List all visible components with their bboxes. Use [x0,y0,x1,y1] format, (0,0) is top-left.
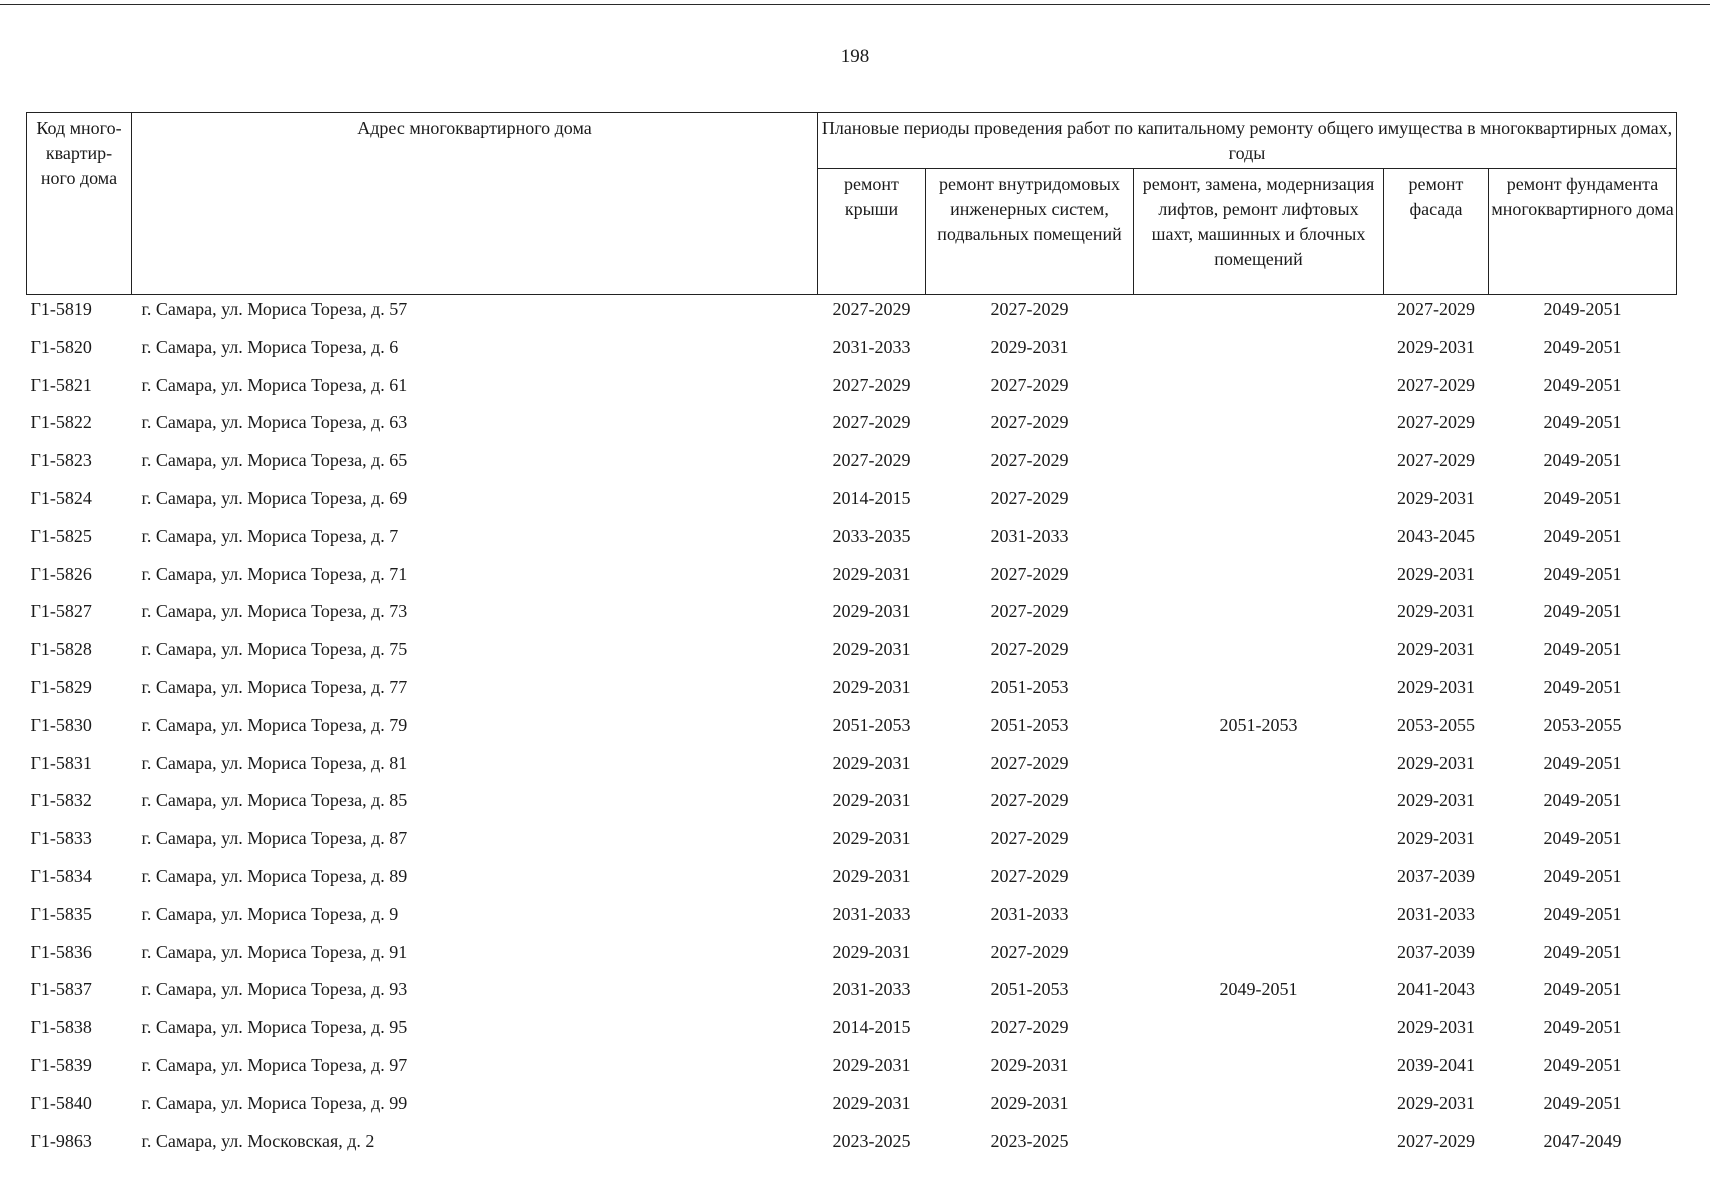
cell-engineering: 2031-2033 [990,525,1069,546]
table-row [27,1127,1677,1165]
cell-code: Г1-5825 [30,525,92,546]
table-row [27,597,1677,635]
cell-facade: 2029-2031 [1397,1092,1475,1113]
cell-elevator [1134,749,1384,787]
cell-roof: 2027-2029 [832,299,911,319]
cell-engineering: 2027-2029 [990,487,1069,508]
cell-code: Г1-5838 [30,1017,92,1038]
cell-roof: 2029-2031 [832,828,911,849]
cell-engineering: 2027-2029 [990,752,1069,773]
cell-foundation: 2049-2051 [1543,865,1622,886]
cell-address: г. Самара, ул. Мориса Тореза, д. 87 [141,828,408,849]
cell-facade: 2027-2029 [1397,299,1475,319]
cell-address: г. Самара, ул. Мориса Тореза, д. 93 [141,979,408,1000]
cell-foundation: 2049-2051 [1543,299,1622,319]
page-number: 198 [840,46,870,67]
cell-facade: 2029-2031 [1397,752,1475,773]
header-periods: Плановые периоды проведения работ по капитальному ремонту общего имущества в многоквартирных домах, годы [818,113,1677,169]
cell-address: г. Самара, ул. Мориса Тореза, д. 77 [141,676,408,697]
cell-foundation: 2049-2051 [1543,979,1622,1000]
cell-code: Г1-5830 [30,714,92,735]
cell-address: г. Самара, ул. Мориса Тореза, д. 85 [141,790,408,811]
cell-foundation: 2053-2055 [1543,714,1622,735]
cell-roof: 2031-2033 [832,979,911,1000]
cell-engineering: 2051-2053 [990,714,1069,735]
cell-address: г. Самара, ул. Мориса Тореза, д. 95 [141,1017,408,1038]
cell-facade: 2027-2029 [1397,374,1475,395]
table-row [27,371,1677,409]
cell-code: Г1-5824 [30,487,92,508]
table-row [27,1051,1677,1089]
cell-code: Г1-5819 [30,299,92,319]
top-border-line [0,4,1710,5]
cell-code: Г1-5832 [30,790,92,811]
cell-address: г. Самара, ул. Московская, д. 2 [141,1130,375,1151]
cell-elevator [1134,862,1384,900]
cell-foundation: 2049-2051 [1543,374,1622,395]
cell-elevator [1134,1127,1384,1165]
cell-code: Г1-5822 [30,412,92,433]
cell-code: Г1-5821 [30,374,92,395]
table-row [27,295,1677,333]
cell-code: Г1-5826 [30,563,92,584]
cell-facade: 2053-2055 [1397,714,1475,735]
table-row [27,824,1677,862]
cell-engineering: 2051-2053 [990,979,1069,1000]
table-row [27,635,1677,673]
table-row [27,975,1677,1013]
cell-facade: 2039-2041 [1397,1054,1475,1075]
table-row [27,522,1677,560]
table-row [27,1089,1677,1127]
cell-foundation: 2049-2051 [1543,941,1622,962]
cell-elevator [1134,1089,1384,1127]
cell-engineering: 2029-2031 [990,1092,1069,1113]
cell-address: г. Самара, ул. Мориса Тореза, д. 6 [141,336,399,357]
cell-address: г. Самара, ул. Мориса Тореза, д. 65 [141,450,408,471]
cell-elevator [1134,371,1384,409]
cell-address: г. Самара, ул. Мориса Тореза, д. 75 [141,639,408,660]
table-row [27,711,1677,749]
cell-code: Г1-5837 [30,979,92,1000]
cell-roof: 2014-2015 [832,487,911,508]
cell-address: г. Самара, ул. Мориса Тореза, д. 79 [141,714,408,735]
cell-foundation: 2049-2051 [1543,1092,1622,1113]
cell-engineering: 2051-2053 [990,676,1069,697]
cell-facade: 2029-2031 [1397,639,1475,660]
cell-foundation: 2049-2051 [1543,487,1622,508]
table-row [27,560,1677,598]
cell-foundation: 2049-2051 [1543,1054,1622,1075]
cell-elevator [1134,1051,1384,1089]
table-row [27,900,1677,938]
cell-roof: 2027-2029 [832,450,911,471]
cell-elevator [1134,597,1384,635]
cell-roof: 2031-2033 [832,903,911,924]
cell-roof: 2023-2025 [832,1130,911,1151]
cell-foundation: 2049-2051 [1543,676,1622,697]
cell-engineering: 2027-2029 [990,828,1069,849]
cell-foundation: 2049-2051 [1543,450,1622,471]
cell-facade: 2037-2039 [1397,941,1475,962]
table-header [27,113,1677,295]
cell-address: г. Самара, ул. Мориса Тореза, д. 89 [141,865,408,886]
cell-engineering: 2027-2029 [990,601,1069,622]
cell-engineering: 2027-2029 [990,374,1069,395]
cell-code: Г1-5828 [30,639,92,660]
cell-address: г. Самара, ул. Мориса Тореза, д. 57 [141,299,408,319]
cell-engineering: 2027-2029 [990,450,1069,471]
cell-foundation: 2049-2051 [1543,790,1622,811]
cell-foundation: 2049-2051 [1543,903,1622,924]
cell-code: Г1-5831 [30,752,92,773]
cell-elevator: 2049-2051 [1219,979,1298,1000]
cell-address: г. Самара, ул. Мориса Тореза, д. 61 [141,374,408,395]
cell-code: Г1-9863 [30,1130,92,1151]
cell-roof: 2014-2015 [832,1017,911,1038]
cell-code: Г1-5829 [30,676,92,697]
table-row [27,484,1677,522]
cell-address: г. Самара, ул. Мориса Тореза, д. 69 [141,487,408,508]
cell-elevator [1134,484,1384,522]
cell-engineering: 2027-2029 [990,1017,1069,1038]
cell-facade: 2029-2031 [1397,563,1475,584]
cell-address: г. Самара, ул. Мориса Тореза, д. 9 [141,903,399,924]
cell-foundation: 2049-2051 [1543,525,1622,546]
cell-engineering: 2029-2031 [990,336,1069,357]
cell-roof: 2033-2035 [832,525,911,546]
cell-foundation: 2049-2051 [1543,828,1622,849]
cell-code: Г1-5823 [30,450,92,471]
cell-address: г. Самара, ул. Мориса Тореза, д. 97 [141,1054,408,1075]
table-row [27,786,1677,824]
cell-facade: 2037-2039 [1397,865,1475,886]
cell-engineering: 2029-2031 [990,1054,1069,1075]
cell-roof: 2051-2053 [832,714,911,735]
cell-roof: 2029-2031 [832,1092,911,1113]
cell-roof: 2029-2031 [832,790,911,811]
header-engineering: ремонт внутридомовых инженерных систем, подвальных помещений [926,169,1134,295]
cell-code: Г1-5836 [30,941,92,962]
cell-facade: 2027-2029 [1397,1130,1475,1151]
cell-elevator [1134,635,1384,673]
header-address: Адрес многоквартирного дома [132,113,818,295]
cell-code: Г1-5827 [30,601,92,622]
cell-elevator [1134,522,1384,560]
cell-roof: 2029-2031 [832,865,911,886]
cell-code: Г1-5840 [30,1092,92,1113]
table-row [27,673,1677,711]
cell-facade: 2027-2029 [1397,450,1475,471]
cell-elevator [1134,295,1384,333]
header-roof: ремонт крыши [818,169,926,295]
cell-foundation: 2049-2051 [1543,563,1622,584]
cell-roof: 2027-2029 [832,412,911,433]
table-row [27,749,1677,787]
cell-engineering: 2027-2029 [990,563,1069,584]
cell-roof: 2029-2031 [832,563,911,584]
table-body [27,295,1677,1165]
cell-roof: 2029-2031 [832,601,911,622]
cell-address: г. Самара, ул. Мориса Тореза, д. 99 [141,1092,408,1113]
header-elevator: ремонт, замена, модернизация лифтов, ремонт лифтовых шахт, машинных и блочных помещений [1134,169,1384,295]
table-row [27,862,1677,900]
cell-elevator [1134,673,1384,711]
cell-elevator [1134,408,1384,446]
cell-facade: 2029-2031 [1397,336,1475,357]
cell-foundation: 2047-2049 [1543,1130,1622,1151]
cell-facade: 2043-2045 [1397,525,1475,546]
cell-elevator: 2051-2053 [1219,714,1298,735]
cell-code: Г1-5833 [30,828,92,849]
cell-facade: 2029-2031 [1397,487,1475,508]
cell-facade: 2029-2031 [1397,1017,1475,1038]
cell-facade: 2031-2033 [1397,903,1475,924]
cell-engineering: 2027-2029 [990,639,1069,660]
cell-roof: 2029-2031 [832,639,911,660]
cell-code: Г1-5834 [30,865,92,886]
table-row [27,333,1677,371]
cell-engineering: 2027-2029 [990,412,1069,433]
cell-foundation: 2049-2051 [1543,412,1622,433]
header-facade: ремонт фасада [1384,169,1489,295]
cell-engineering: 2027-2029 [990,941,1069,962]
header-foundation: ремонт фундамента многоквартирного дома [1489,169,1677,295]
cell-roof: 2029-2031 [832,1054,911,1075]
cell-facade: 2041-2043 [1397,979,1475,1000]
capital-repair-table [26,112,1677,1164]
cell-roof: 2027-2029 [832,374,911,395]
cell-roof: 2029-2031 [832,941,911,962]
cell-elevator [1134,1013,1384,1051]
cell-elevator [1134,333,1384,371]
header-code: Код много-квартир-ного дома [27,113,132,295]
cell-elevator [1134,560,1384,598]
cell-elevator [1134,446,1384,484]
cell-address: г. Самара, ул. Мориса Тореза, д. 71 [141,563,408,584]
cell-address: г. Самара, ул. Мориса Тореза, д. 63 [141,412,408,433]
cell-elevator [1134,786,1384,824]
cell-address: г. Самара, ул. Мориса Тореза, д. 73 [141,601,408,622]
cell-code: Г1-5835 [30,903,92,924]
cell-facade: 2029-2031 [1397,676,1475,697]
cell-elevator [1134,900,1384,938]
cell-facade: 2029-2031 [1397,828,1475,849]
cell-engineering: 2027-2029 [990,790,1069,811]
cell-foundation: 2049-2051 [1543,752,1622,773]
table-row [27,938,1677,976]
cell-facade: 2029-2031 [1397,790,1475,811]
cell-code: Г1-5839 [30,1054,92,1075]
cell-roof: 2029-2031 [832,676,911,697]
cell-foundation: 2049-2051 [1543,639,1622,660]
cell-foundation: 2049-2051 [1543,1017,1622,1038]
cell-roof: 2029-2031 [832,752,911,773]
cell-engineering: 2023-2025 [990,1130,1069,1151]
cell-code: Г1-5820 [30,336,92,357]
cell-foundation: 2049-2051 [1543,336,1622,357]
cell-foundation: 2049-2051 [1543,601,1622,622]
cell-address: г. Самара, ул. Мориса Тореза, д. 7 [141,525,399,546]
cell-elevator [1134,824,1384,862]
table-row [27,408,1677,446]
cell-elevator [1134,938,1384,976]
table-row [27,446,1677,484]
cell-engineering: 2031-2033 [990,903,1069,924]
cell-facade: 2029-2031 [1397,601,1475,622]
cell-facade: 2027-2029 [1397,412,1475,433]
cell-address: г. Самара, ул. Мориса Тореза, д. 81 [141,752,408,773]
cell-engineering: 2027-2029 [990,865,1069,886]
cell-engineering: 2027-2029 [990,299,1069,319]
table-row [27,1013,1677,1051]
cell-address: г. Самара, ул. Мориса Тореза, д. 91 [141,941,408,962]
cell-roof: 2031-2033 [832,336,911,357]
